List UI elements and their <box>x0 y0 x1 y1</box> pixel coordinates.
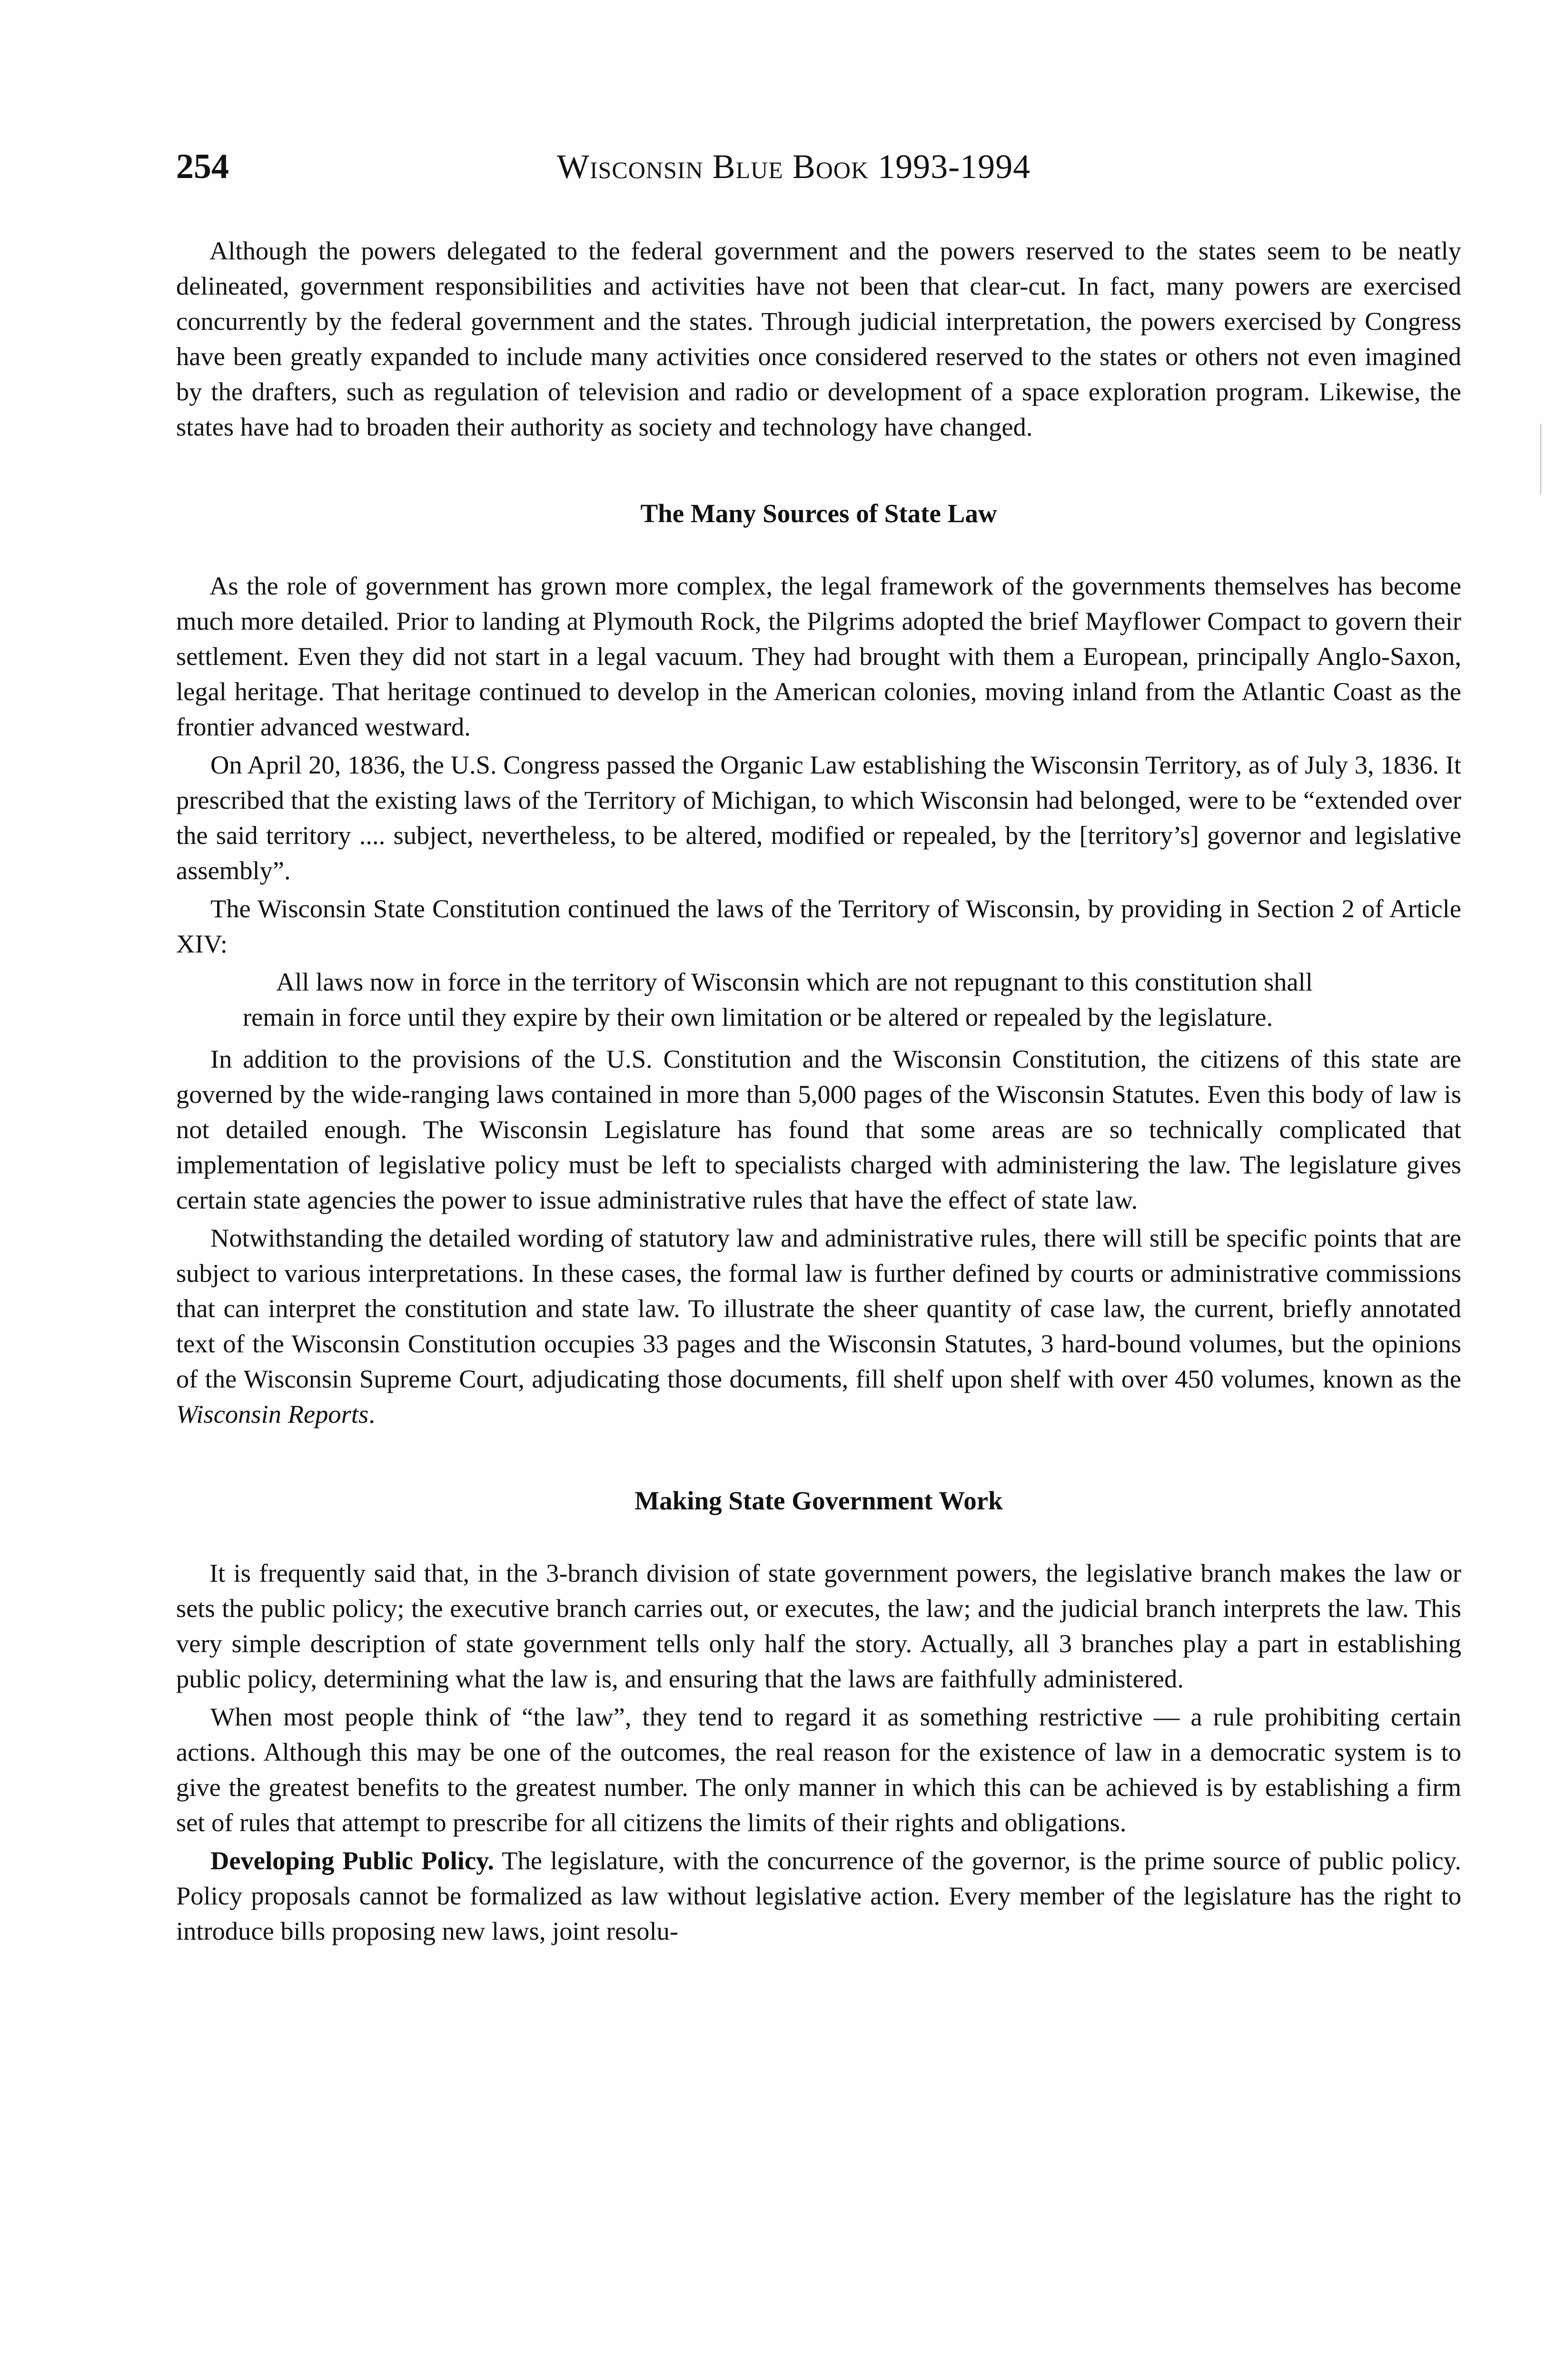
paragraph: In addition to the provisions of the U.S. Constitution and the Wisconsin Constitution, the citizens of this state are governed by the wide-ranging laws contained in more than 5,000 pages of the Wisconsin Statutes. Even this body of law is not detailed enough. The Wisconsin Legislature has found that some areas are so technically complicated that implementation of legislative policy must be left to specialists charged with administering the law. The legislature gives certain state agencies the power to issue administrative rules that have the effect of state law. <box>176 1044 1461 1214</box>
constitution-quote: All laws now in force in the territory of Wisconsin which are not repugnant to this constitution shall remain in force until they expire by their own limitation or be altered or repealed by the legislature. <box>243 967 1313 1031</box>
paragraph: It is frequently said that, in the 3-branch division of state government powers, the legislative branch makes the law or sets the public policy; the executive branch carries out, or executes, the law; and the judicial branch interprets the law. This very simple description of state government tells only half the story. Actually, all 3 branches play a part in establishing public policy, determining what the law is, and ensuring that the laws are faithfully administered. <box>176 1558 1461 1693</box>
section-heading-state-government: Making State Government Work <box>634 1486 1003 1515</box>
page-header <box>176 143 1461 200</box>
intro-paragraph: Although the powers delegated to the federal government and the powers reserved to the states seem to be neatly delineated, government responsibilities and activities have not been that clear-cut. In fact, many powers are exercised concurrently by the federal government and the states. Through judicial interpretation, the powers exercised by Congress have been greatly expanded to include many activities once considered reserved to the states or others not even imagined by the drafters, such as regulation of television and radio or development of a space exploration program. Likewise, the states have had to broaden their authority as society and technology have changed. <box>176 236 1461 441</box>
paragraph: The Wisconsin State Constitution continued the laws of the Territory of Wisconsin, by providing in Section 2 of Article XIV: <box>176 894 1461 958</box>
scan-margin-mark <box>1540 424 1541 495</box>
page-number: 254 <box>176 147 229 186</box>
publication-title: Wisconsin Reports <box>176 1399 369 1428</box>
paragraph <box>176 1220 1461 1432</box>
paragraph: When most people think of “the law”, they tend to regard it as something restrictive — a rule prohibiting certain actions. Although this may be one of the outcomes, the real reason for the existence of law in a democratic system is to give the greatest benefits to the greatest number. The only manner in which this can be achieved is by establishing a firm set of rules that attempt to prescribe for all citizens the limits of their rights and obligations. <box>176 1702 1461 1837</box>
paragraph: On April 20, 1836, the U.S. Congress passed the Organic Law establishing the Wisconsin Territory, as of July 3, 1836. It prescribed that the existing laws of the Territory of Michigan, to which Wisconsin had belonged, were to be “extended over the said territory .... subject, nevertheless, to be altered, modified or repealed, by the [territory’s] governor and legislative assembly”. <box>176 750 1461 885</box>
running-head: Wisconsin Blue Book 1993-1994 <box>557 148 1031 186</box>
paragraph <box>176 1843 1461 1949</box>
paragraph-text: The legislature, with the concurrence of the governor, is the prime source of public policy. Policy proposals cannot be formalized as law without legislative action. Every member of the legislature has the right to introduce bills proposing new laws, joint resolu- <box>176 1846 1461 1945</box>
paragraph-text: . <box>368 1399 375 1428</box>
paragraph: As the role of government has grown more complex, the legal framework of the governments themselves has become much more detailed. Prior to landing at Plymouth Rock, the Pilgrims adopted the brief Mayflower Compact to govern their settlement. Even they did not start in a legal vacuum. They had brought with them a European, principally Anglo-Saxon, legal heritage. That heritage continued to develop in the American colonies, moving inland from the Atlantic Coast as the frontier advanced westward. <box>176 571 1461 741</box>
paragraph-text: Notwithstanding the detailed wording of statutory law and administrative rules, there will still be specific points that are subject to various interpretations. In these cases, the formal law is further defined by courts or administrative commissions that can interpret the constitution and state law. To illustrate the sheer quantity of case law, the current, briefly annotated text of the Wisconsin Constitution occupies 33 pages and the Wisconsin Statutes, 3 hard-bound volumes, but the opinions of the Wisconsin Supreme Court, adjudicating those documents, fill shelf upon shelf with over 450 volumes, known as the <box>176 1223 1461 1393</box>
run-in-heading: Developing Public Policy. <box>210 1846 494 1875</box>
section-heading-sources-of-law: The Many Sources of State Law <box>640 499 997 528</box>
article-body <box>176 233 1461 1952</box>
